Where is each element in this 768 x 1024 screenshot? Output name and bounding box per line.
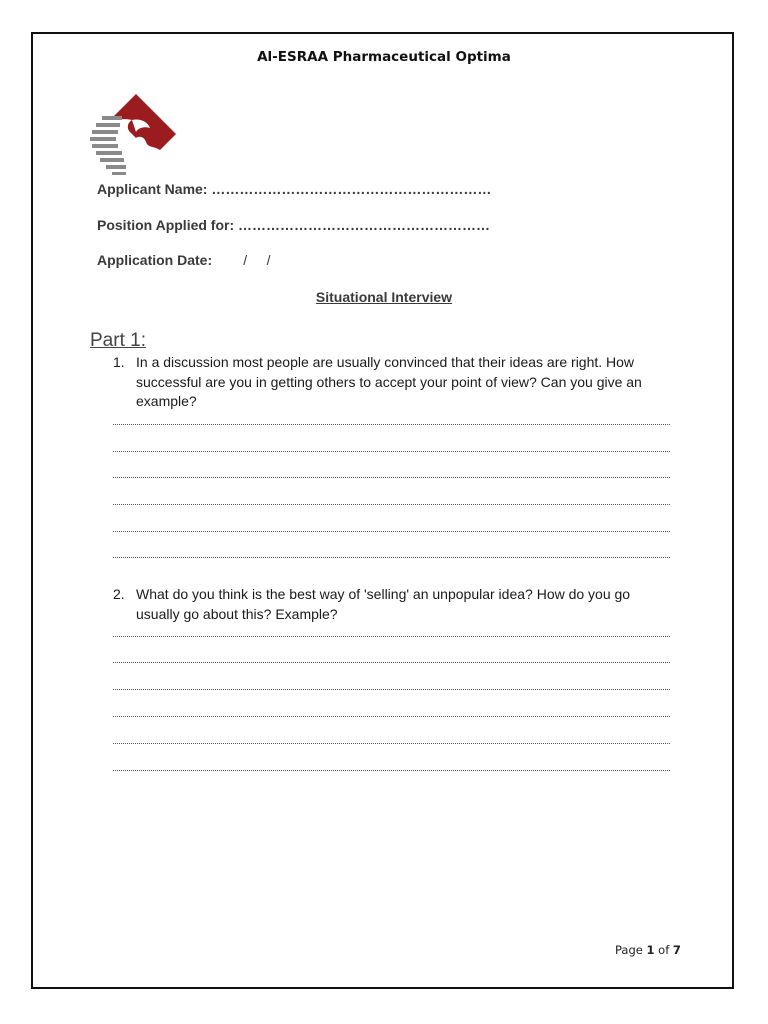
answer-line[interactable] [113,689,670,690]
answer-line[interactable] [113,743,670,744]
answer-line[interactable] [113,504,670,505]
applicant-name-label: Applicant Name: [97,181,208,197]
answer-line[interactable] [113,770,670,771]
current-page: 1 [646,943,655,957]
position-applied-blank[interactable]: ……………………………………………… [238,217,491,233]
answer-line[interactable] [113,662,670,663]
applicant-name-blank[interactable]: …………………………………………………… [211,181,492,197]
answer-line[interactable] [113,424,670,425]
answer-line[interactable] [113,477,670,478]
page-label: Page [615,943,647,957]
horse-head-logo-icon [88,92,180,176]
section-title: Situational Interview [315,289,453,305]
page-number [615,943,681,957]
total-pages: 7 [672,943,681,957]
answer-line[interactable] [113,557,670,558]
answer-line[interactable] [113,451,670,452]
applicant-name-field[interactable] [97,181,491,197]
question-number: 2. [113,586,125,602]
application-date-field[interactable] [97,252,270,268]
part-title: Part 1: [90,330,146,351]
application-date-blank[interactable]: / / [212,252,271,268]
position-applied-field[interactable] [97,217,490,233]
company-name: Al-ESRAA Pharmaceutical Optima [257,49,511,65]
question-text: In a discussion most people are usually convinced that their ideas are right. How successful are you in getting others to accept your point of view? Can you give an example? [136,354,642,409]
answer-line[interactable] [113,531,670,532]
application-date-label: Application Date: [97,252,213,268]
question-number: 1. [113,354,125,370]
question-text: What do you think is the best way of 'selling' an unpopular idea? How do you go usually go about this? Example? [136,586,631,622]
page-of-label: of [654,943,673,957]
answer-line[interactable] [113,716,670,717]
answer-line[interactable] [113,636,670,637]
position-applied-label: Position Applied for: [97,217,235,233]
